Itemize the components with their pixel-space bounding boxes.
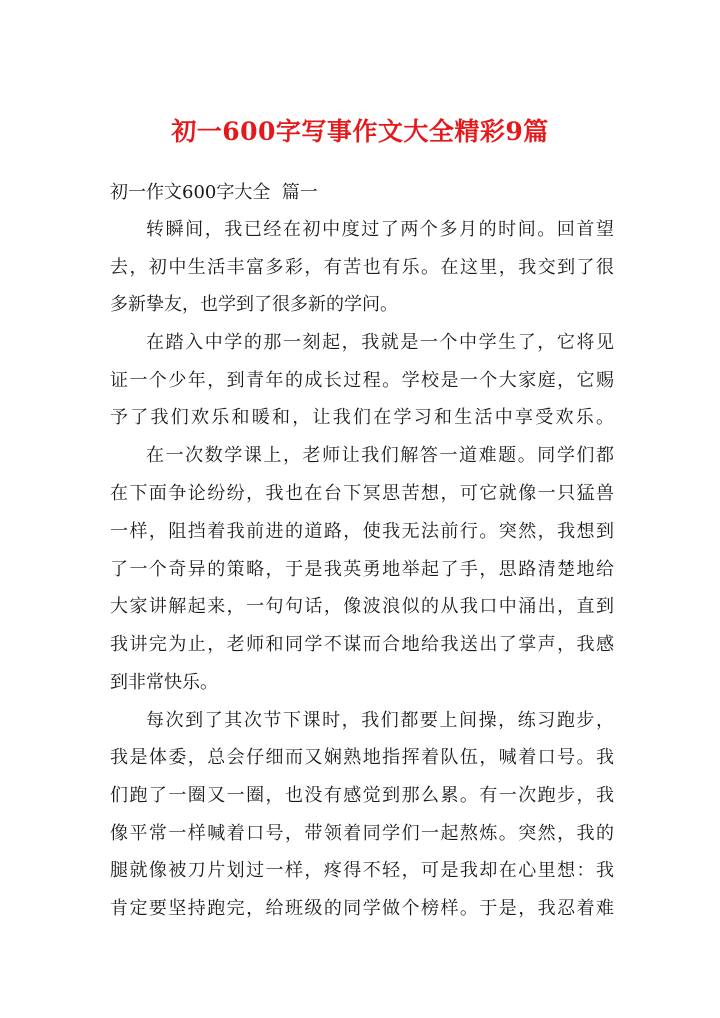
paragraph-line: 在下面争论纷纷，我也在台下冥思苦想，可它就像一只猛兽 <box>110 483 614 504</box>
paragraph-line: 在踏入中学的那一刻起，我就是一个中学生了，它将见 <box>146 332 614 353</box>
paragraph-line: 了一个奇异的策略，于是我英勇地举起了手，思路清楚地给 <box>110 559 614 580</box>
paragraph-line: 我讲完为止，老师和同学不谋而合地给我送出了掌声，我感 <box>110 634 614 655</box>
paragraph-line: 大家讲解起来，一句句话，像波浪似的从我口中涌出，直到 <box>110 596 614 617</box>
paragraph-line: 在一次数学课上，老师让我们解答一道难题。同学们都 <box>146 445 614 466</box>
paragraph-line: 多新挚友，也学到了很多新的学问。 <box>110 294 398 315</box>
paragraph-line: 转瞬间，我已经在初中度过了两个多月的时间。回首望 <box>146 219 614 240</box>
paragraph-line: 一样，阻挡着我前进的道路，使我无法前行。突然，我想到 <box>110 521 614 542</box>
section-heading: 初一作文600字大全 篇一 <box>110 182 318 203</box>
paragraph-line: 腿就像被刀片划过一样，疼得不轻，可是我却在心里想：我 <box>110 860 614 881</box>
paragraph-line: 像平常一样喊着口号，带领着同学们一起熬炼。突然，我的 <box>110 823 614 844</box>
paragraph-line: 予了我们欢乐和暖和，让我们在学习和生活中享受欢乐。 <box>110 407 614 428</box>
paragraph-line: 每次到了其次节下课时，我们都要上间操，练习跑步， <box>146 710 614 731</box>
document-title: 初一600字写事作文大全精彩9篇 <box>171 117 549 146</box>
paragraph-line: 我是体委，总会仔细而又娴熟地指挥着队伍，喊着口号。我 <box>110 747 614 768</box>
paragraph-line: 去，初中生活丰富多彩，有苦也有乐。在这里，我交到了很 <box>110 257 614 278</box>
paragraph-line: 肯定要坚持跑完，给班级的同学做个榜样。于是，我忍着难 <box>110 898 614 919</box>
paragraph-line: 们跑了一圈又一圈，也没有感觉到那么累。有一次跑步，我 <box>110 785 614 806</box>
paragraph-line: 证一个少年，到青年的成长过程。学校是一个大家庭，它赐 <box>110 370 614 391</box>
paragraph-line: 到非常快乐。 <box>110 672 218 693</box>
